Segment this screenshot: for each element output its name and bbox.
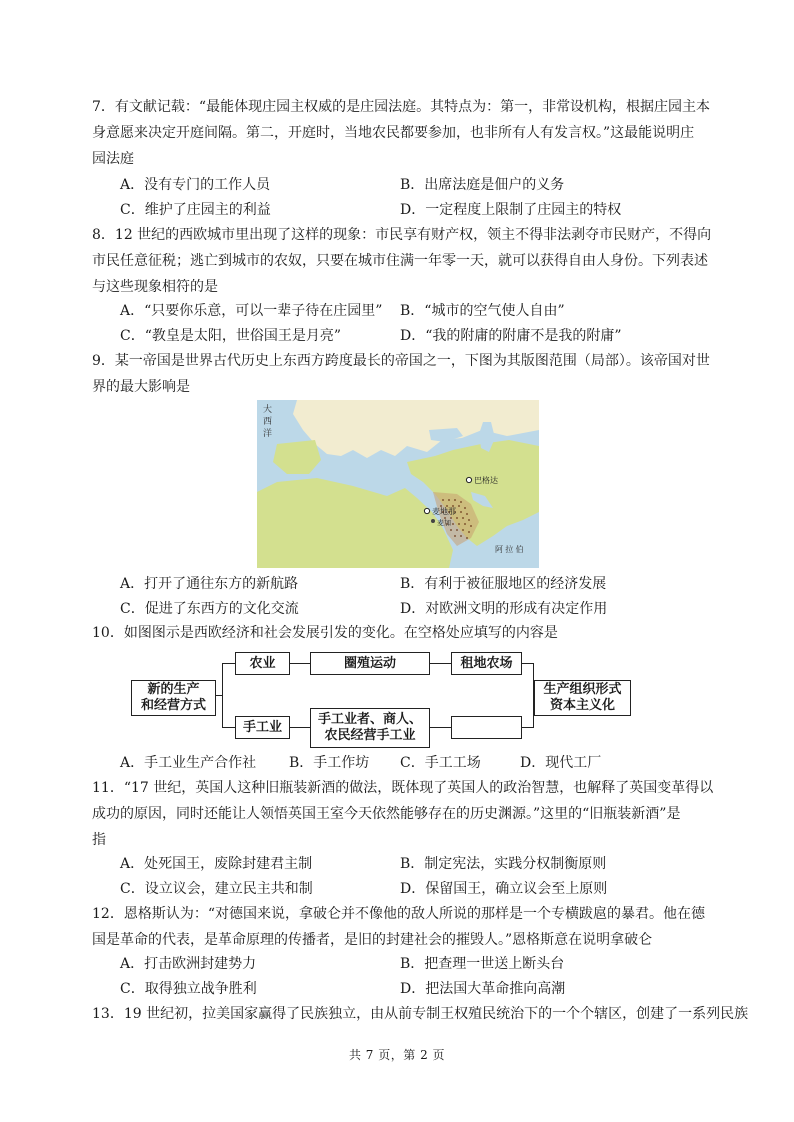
result-line: 资本主义化 [549, 698, 615, 713]
arabian-sea-label: 阿 拉 伯 [495, 545, 524, 554]
ocean-label-1: 大 [263, 404, 273, 414]
handicraft-box: 手工业 [235, 716, 290, 739]
question-10-option-b[interactable]: B．手工作坊 [289, 755, 370, 771]
question-12-stem [92, 901, 712, 953]
blank-answer-box[interactable] [451, 716, 522, 739]
question-12-option-d[interactable]: D．把法国大革命推向高潮 [400, 981, 566, 997]
empire-map-svg [257, 400, 539, 568]
question-8-line: 与这些现象相符的是 [92, 279, 218, 295]
question-7-line: 身意愿来决定开庭间隔。第二，开庭时，当地农民都要参加，也非所有人有发言权。”这最能说明庄 [92, 125, 695, 141]
result-box [534, 680, 631, 716]
operators-line: 手工业者、商人、 [317, 712, 422, 727]
question-11-option-d[interactable]: D．保留国王，确立议会至上原则 [400, 881, 608, 897]
connector-line [222, 663, 223, 727]
question-7-option-d[interactable]: D．一定程度上限制了庄园主的特权 [400, 202, 622, 218]
question-11-line: 指 [92, 832, 106, 848]
question-8-stem [92, 222, 712, 300]
question-7-option-a[interactable]: A．没有专门的工作人员 [120, 177, 271, 193]
connector-line [289, 663, 310, 664]
medina-marker [424, 508, 429, 513]
connector-line [430, 663, 451, 664]
question-8-line: 市民任意征税；逃亡到城市的农奴，只要在城市住满一年零一天，就可以获得自由人身份。下列表述 [92, 253, 708, 269]
baghdad-marker [466, 477, 471, 482]
ocean-label-3: 洋 [263, 428, 273, 438]
result-line: 生产组织形式 [543, 682, 622, 697]
enclosure-box: 圈殖运动 [310, 652, 430, 675]
agriculture-box: 农业 [235, 652, 290, 675]
question-10-line: 10．如图图示是西欧经济和社会发展引发的变化。在空格处应填写的内容是 [92, 625, 558, 641]
connector-line [289, 727, 310, 728]
source-line: 和经营方式 [140, 698, 206, 713]
connector-line [222, 727, 235, 728]
question-10-option-a[interactable]: A．手工业生产合作社 [120, 755, 257, 771]
question-13-stem [92, 1001, 749, 1027]
page-footer: 共 7 页，第 2 页 [348, 1048, 446, 1062]
question-8-option-a[interactable]: A．“只要你乐意，可以一辈子待在庄园里” [120, 303, 383, 319]
question-11-stem [92, 775, 712, 853]
question-11-option-a[interactable]: A．处死国王，废除封建君主制 [120, 856, 313, 872]
question-12-option-c[interactable]: C．取得独立战争胜利 [120, 981, 257, 997]
source-box [131, 680, 216, 716]
connector-line [521, 727, 534, 728]
question-12-line: 国是革命的代表，是革命原理的传播者，是旧的封建社会的摧毁人。”恩格斯意在说明拿破仑 [92, 932, 653, 948]
question-7-stem [92, 94, 712, 172]
medina-label: 麦地那 [432, 507, 456, 516]
question-9-option-b[interactable]: B．有利于被征服地区的经济发展 [400, 576, 607, 592]
mecca-marker [431, 519, 435, 523]
question-8-line: 8．12 世纪的西欧城市里出现了这样的现象：市民享有财产权，领主不得非法剥夺市民财产，不得向 [92, 227, 712, 243]
baghdad-label: 巴格达 [474, 476, 498, 485]
question-11-option-c[interactable]: C．设立议会，建立民主共和制 [120, 881, 313, 897]
question-7-line: 园法庭 [92, 151, 134, 167]
question-9-option-d[interactable]: D．对欧洲文明的形成有决定作用 [400, 601, 608, 617]
connector-line [222, 663, 235, 664]
question-11-option-b[interactable]: B．制定宪法，实践分权制衡原则 [400, 856, 607, 872]
question-10-option-c[interactable]: C．手工工场 [400, 755, 481, 771]
question-8-option-b[interactable]: B．“城市的空气使人自由” [400, 303, 565, 319]
question-9-option-a[interactable]: A．打开了通往东方的新航路 [120, 576, 299, 592]
empire-map [257, 400, 539, 568]
question-12-line: 12．恩格斯认为：“对德国来说，拿破仑并不像他的敌人所说的那样是一个专横跋扈的暴君。他在德 [92, 906, 705, 922]
ocean-label-2: 西 [263, 416, 273, 426]
farm-box: 租地农场 [451, 652, 522, 675]
question-11-line: 11．“17 世纪，英国人这种旧瓶装新酒的做法，既体现了英国人的政治智慧，也解释了英国变革得以 [92, 780, 714, 796]
question-13-line: 13．19 世纪初，拉美国家赢得了民族独立，由从前专制王权殖民统治下的一个个辖区，创建了一系列民族 [92, 1006, 749, 1022]
question-7-option-c[interactable]: C．维护了庄园主的利益 [120, 202, 271, 218]
question-8-option-c[interactable]: C．“教皇是太阳，世俗国王是月亮” [120, 328, 342, 344]
operators-line: 农民经营手工业 [324, 728, 416, 743]
question-12-option-b[interactable]: B．把查理一世送上断头台 [400, 956, 565, 972]
operators-box [310, 708, 430, 748]
question-10-stem [92, 620, 712, 646]
question-7-line: 7．有文献记载：“最能体现庄园主权威的是庄园法庭。其特点为：第一，非常设机构，根据庄园主本 [92, 99, 711, 115]
question-7-option-b[interactable]: B．出席法庭是佃户的义务 [400, 177, 565, 193]
mecca-label: 麦加 [437, 520, 451, 527]
question-9-option-c[interactable]: C．促进了东西方的文化交流 [120, 601, 299, 617]
question-9-line: 界的最大影响是 [92, 379, 190, 395]
question-9-stem [92, 348, 712, 400]
question-9-line: 9．某一帝国是世界古代历史上东西方跨度最长的帝国之一，下图为其版图范围（局部）。该帝国对世 [92, 353, 710, 369]
question-11-line: 成功的原因，同时还能让人领悟英国王室今天依然能够存在的历史渊源。”这里的“旧瓶装新酒”是 [92, 806, 681, 822]
question-12-option-a[interactable]: A．打击欧洲封建势力 [120, 956, 257, 972]
question-10-option-d[interactable]: D．现代工厂 [520, 755, 602, 771]
question-8-option-d[interactable]: D．“我的附庸的附庸不是我的附庸” [400, 328, 622, 344]
source-line: 新的生产 [147, 682, 200, 697]
connector-line [430, 727, 451, 728]
